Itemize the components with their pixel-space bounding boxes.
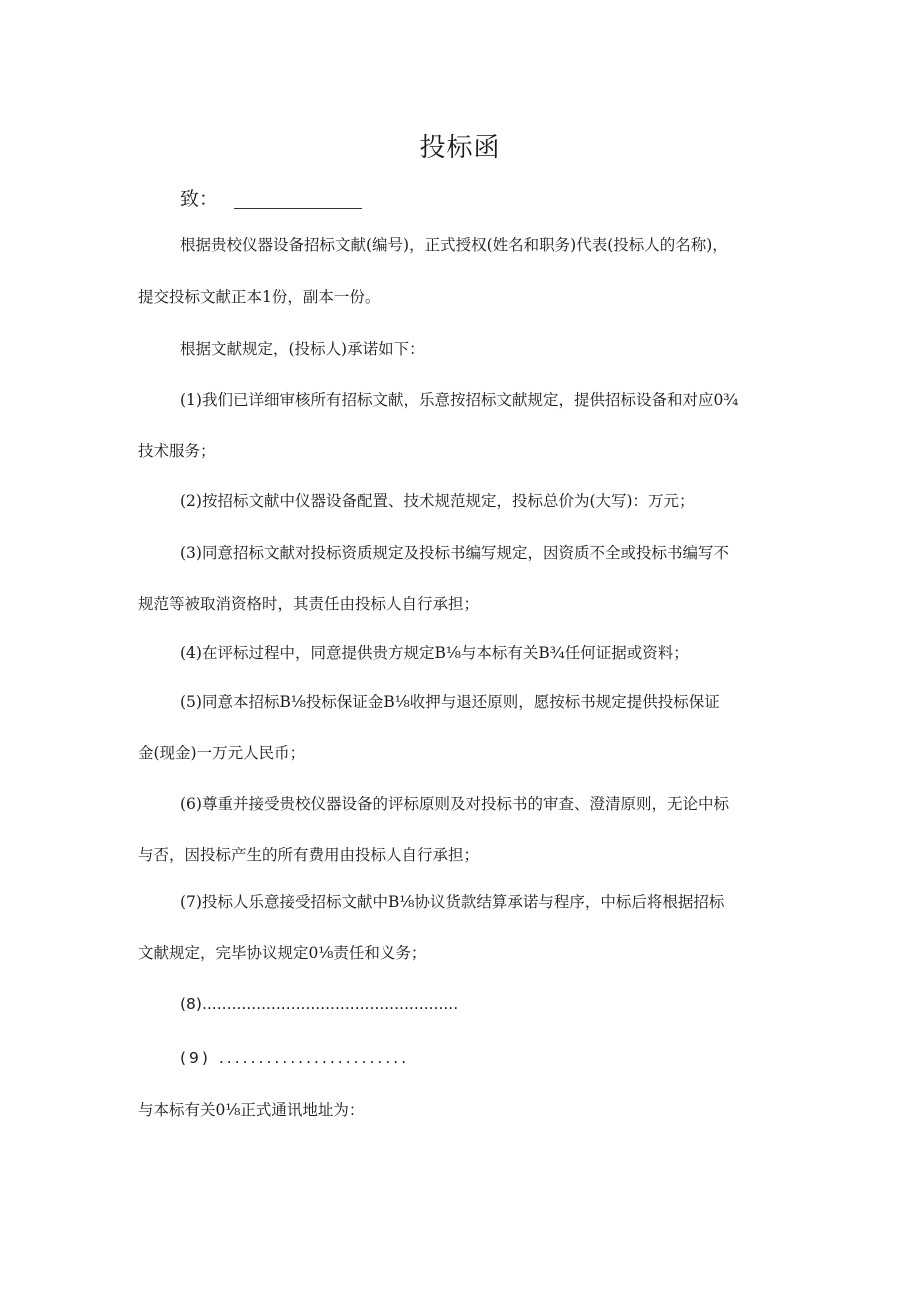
paragraph-line: (6)尊重并接受贵校仪器设备的评标原则及对投标书的审查、澄清原则，无论中标 (180, 795, 729, 813)
paragraph-line: 文献规定，完毕协议规定0⅛责任和义务； (138, 944, 427, 962)
paragraph-line: 规范等被取消资格时，其责任由投标人自行承担； (138, 595, 480, 613)
addressee-label: 致： (180, 188, 219, 210)
paragraph-line: 根据文献规定，(投标人)承诺如下： (180, 340, 425, 358)
paragraph-line: (8).................................................... (180, 995, 459, 1013)
paragraph-line: 与本标有关0⅛正式通讯地址为： (138, 1101, 365, 1119)
paragraph-line: (3)同意招标文献对投标资质规定及投标书编写规定，因资质不全或投标书编写不 (180, 544, 729, 562)
paragraph-line: 金(现金)一万元人民币； (138, 744, 306, 762)
paragraph-line: (2)按招标文献中仪器设备配置、技术规范规定，投标总价为(大写)：万元； (180, 492, 695, 510)
paragraph-line: 与否，因投标产生的所有费用由投标人自行承担； (138, 846, 480, 864)
paragraph-line: (4)在评标过程中，同意提供贵方规定B⅛与本标有关B¾任何证据或资料； (180, 644, 689, 662)
paragraph-line: (1)我们已详细审核所有招标文献，乐意按招标文献规定，提供招标设备和对应0¾ (180, 391, 739, 409)
paragraph-line: 提交投标文献正本1份，副本一份。 (138, 288, 381, 306)
paragraph-line: (9) ........................ (180, 1049, 410, 1067)
addressee-blank (234, 207, 362, 209)
paragraph-line: 技术服务； (138, 442, 216, 460)
paragraph-line: 根据贵校仪器设备招标文献(编号)，正式授权(姓名和职务)代表(投标人的名称)， (180, 236, 728, 254)
paragraph-line: (7)投标人乐意接受招标文献中B⅛协议货款结算承诺与程序，中标后将根据招标 (180, 893, 725, 911)
addressee-line (180, 187, 362, 211)
paragraph-line: (5)同意本招标B⅛投标保证金B⅛收押与退还原则，愿按标书规定提供投标保证 (180, 693, 720, 711)
document-title: 投标函 (419, 133, 501, 163)
